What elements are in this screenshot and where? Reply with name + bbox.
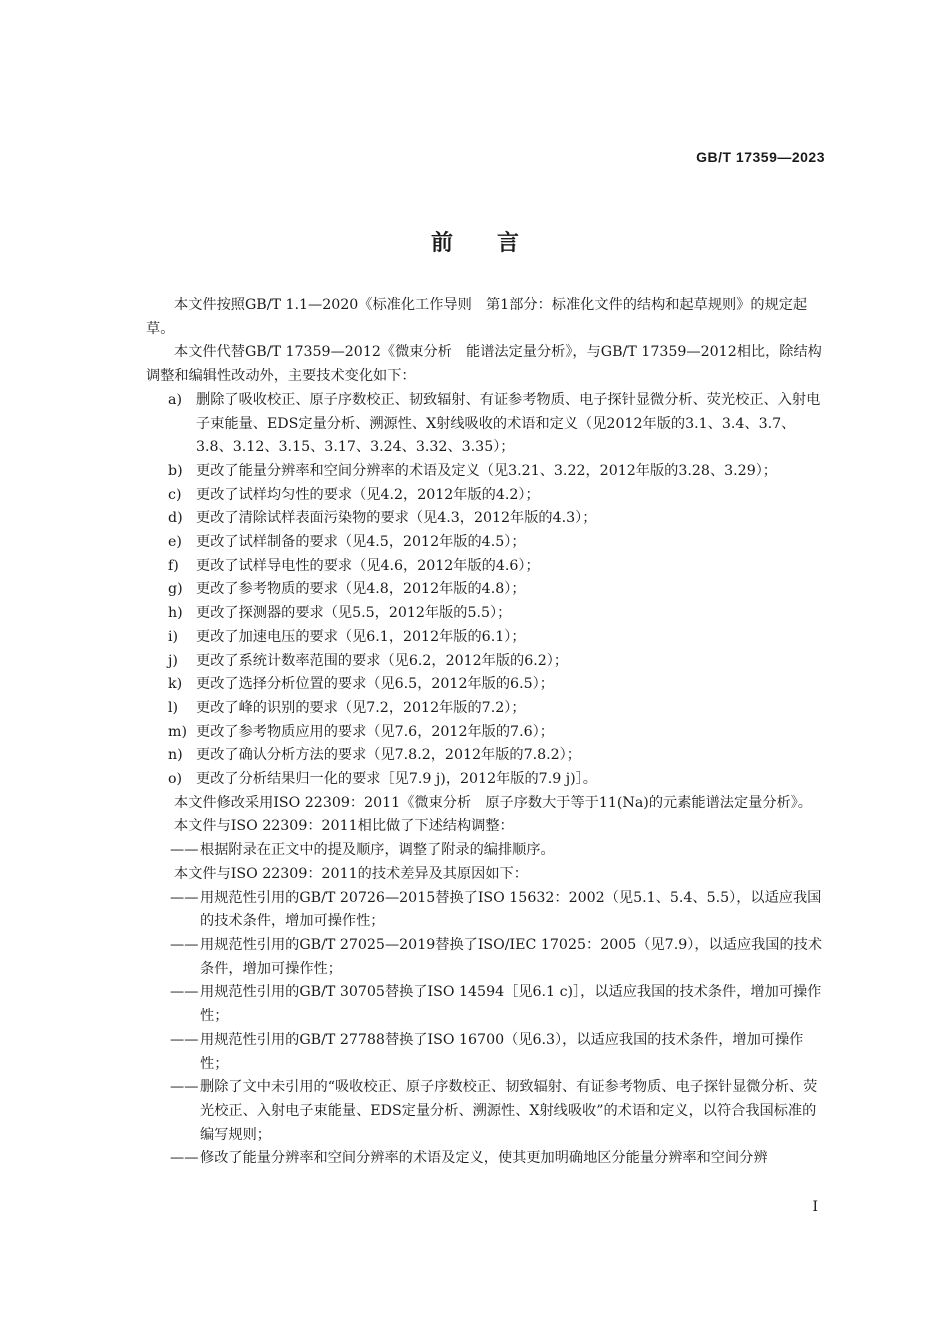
item-label: o) bbox=[168, 771, 183, 788]
list-item bbox=[146, 555, 830, 579]
dash-text: 用规范性引用的GB/T 20726—2015替换了ISO 15632：2002（见5.1、5.4、5.5），以适应我国的技术条件，增加可操作性； bbox=[200, 889, 822, 930]
list-item bbox=[146, 460, 830, 484]
dash-mark: —— bbox=[170, 1150, 199, 1167]
item-text: 更改了探测器的要求（见5.5，2012年版的5.5）； bbox=[196, 605, 512, 622]
item-label: i) bbox=[168, 628, 179, 645]
list-item bbox=[146, 673, 830, 697]
item-text: 更改了加速电压的要求（见6.1，2012年版的6.1）； bbox=[196, 628, 526, 645]
dash-mark: —— bbox=[170, 842, 199, 859]
item-label: h) bbox=[168, 605, 183, 622]
dash-text: 用规范性引用的GB/T 27025—2019替换了ISO/IEC 17025：2005（见7.9），以适应我国的技术条件，增加可操作性； bbox=[200, 936, 823, 977]
item-text: 更改了参考物质应用的要求（见7.6，2012年版的7.6）； bbox=[196, 723, 554, 740]
item-label: e) bbox=[168, 534, 182, 551]
dash-text: 根据附录在正文中的提及顺序，调整了附录的编排顺序。 bbox=[200, 842, 555, 859]
item-label: j) bbox=[168, 652, 178, 669]
dash-item bbox=[170, 887, 830, 934]
item-text: 更改了峰的识别的要求（见7.2，2012年版的7.2）； bbox=[196, 699, 526, 716]
item-text: 更改了系统计数率范围的要求（见6.2，2012年版的6.2）； bbox=[196, 652, 569, 669]
item-label: a) bbox=[168, 391, 182, 408]
foreword-body bbox=[146, 294, 830, 1171]
dash-mark: —— bbox=[170, 984, 199, 1001]
list-item bbox=[146, 602, 830, 626]
item-text: 更改了确认分析方法的要求（见7.8.2，2012年版的7.8.2）； bbox=[196, 747, 581, 764]
page-number: I bbox=[812, 1199, 818, 1215]
dash-text: 用规范性引用的GB/T 30705替换了ISO 14594［见6.1 c)］，以适应我国的技术条件，增加可操作性； bbox=[200, 984, 822, 1025]
list-item bbox=[146, 484, 830, 508]
list-item bbox=[146, 650, 830, 674]
item-label: m) bbox=[168, 723, 187, 740]
dash-item bbox=[170, 1076, 830, 1147]
item-label: l) bbox=[168, 699, 179, 716]
paragraph: 本文件代替GB/T 17359—2012《微束分析 能谱法定量分析》，与GB/T 17359—2012相比，除结构调整和编辑性改动外，主要技术变化如下： bbox=[146, 344, 822, 385]
list-item bbox=[146, 626, 830, 650]
item-label: g) bbox=[168, 581, 183, 598]
list-item bbox=[146, 697, 830, 721]
dash-item bbox=[170, 934, 830, 981]
paragraph: 本文件与ISO 22309：2011相比做了下述结构调整： bbox=[174, 818, 514, 835]
paragraph: 本文件修改采用ISO 22309：2011《微束分析 原子序数大于等于11(Na)的元素能谱法定量分析》。 bbox=[174, 794, 812, 811]
dash-item bbox=[170, 1029, 830, 1076]
item-text: 更改了清除试样表面污染物的要求（见4.3，2012年版的4.3）； bbox=[196, 510, 597, 527]
item-label: c) bbox=[168, 486, 182, 503]
item-text: 更改了分析结果归一化的要求［见7.9 j)，2012年版的7.9 j)］。 bbox=[196, 771, 597, 788]
dash-mark: —— bbox=[170, 1031, 199, 1048]
dash-mark: —— bbox=[170, 889, 199, 906]
page-title bbox=[0, 226, 950, 257]
dash-item bbox=[170, 1147, 830, 1171]
list-item bbox=[146, 578, 830, 602]
list-item bbox=[146, 389, 830, 460]
item-label: f) bbox=[168, 557, 179, 574]
page-title-text: 前言 bbox=[430, 231, 563, 256]
dash-mark: —— bbox=[170, 936, 199, 953]
list-item bbox=[146, 768, 830, 792]
item-text: 删除了吸收校正、原子序数校正、韧致辐射、有证参考物质、电子探针显微分析、荧光校正、入射电子束能量、EDS定量分析、溯源性、X射线吸收的术语和定义（见2012年版的3.1、3.4、3.7、3.8、3.12、3.15、3.17、3.24、3.32、3.35）； bbox=[196, 391, 821, 456]
dash-item bbox=[170, 839, 830, 863]
dash-mark: —— bbox=[170, 1079, 199, 1096]
list-item bbox=[146, 531, 830, 555]
dash-text: 用规范性引用的GB/T 27788替换了ISO 16700（见6.3），以适应我国的技术条件，增加可操作性； bbox=[200, 1031, 804, 1072]
standard-code: GB/T 17359—2023 bbox=[696, 149, 825, 165]
list-item bbox=[146, 744, 830, 768]
item-text: 更改了试样均匀性的要求（见4.2，2012年版的4.2）； bbox=[196, 486, 540, 503]
item-label: b) bbox=[168, 462, 183, 479]
item-label: n) bbox=[168, 747, 183, 764]
list-item bbox=[146, 507, 830, 531]
item-text: 更改了参考物质的要求（见4.8，2012年版的4.8）； bbox=[196, 581, 526, 598]
dash-text: 删除了文中未引用的“吸收校正、原子序数校正、韧致辐射、有证参考物质、电子探针显微分析、荧光校正、入射电子束能量、EDS定量分析、溯源性、X射线吸收”的术语和定义，以符合我国标准的编写规则； bbox=[200, 1079, 818, 1143]
item-text: 更改了试样导电性的要求（见4.6，2012年版的4.6）； bbox=[196, 557, 540, 574]
item-text: 更改了试样制备的要求（见4.5，2012年版的4.5）； bbox=[196, 534, 526, 551]
dash-text: 修改了能量分辨率和空间分辨率的术语及定义，使其更加明确地区分能量分辨率和空间分辨 bbox=[200, 1150, 768, 1167]
paragraph: 本文件按照GB/T 1.1—2020《标准化工作导则 第1部分：标准化文件的结构和起草规则》的规定起草。 bbox=[146, 297, 808, 337]
item-text: 更改了选择分析位置的要求（见6.5，2012年版的6.5）； bbox=[196, 676, 554, 693]
dash-item bbox=[170, 981, 830, 1028]
item-label: d) bbox=[168, 510, 183, 527]
item-label: k) bbox=[168, 676, 183, 693]
list-item bbox=[146, 721, 830, 745]
change-list bbox=[146, 389, 830, 792]
item-text: 更改了能量分辨率和空间分辨率的术语及定义（见3.21、3.22，2012年版的3.28、3.29）； bbox=[196, 462, 777, 479]
paragraph: 本文件与ISO 22309：2011的技术差异及其原因如下： bbox=[174, 865, 528, 882]
